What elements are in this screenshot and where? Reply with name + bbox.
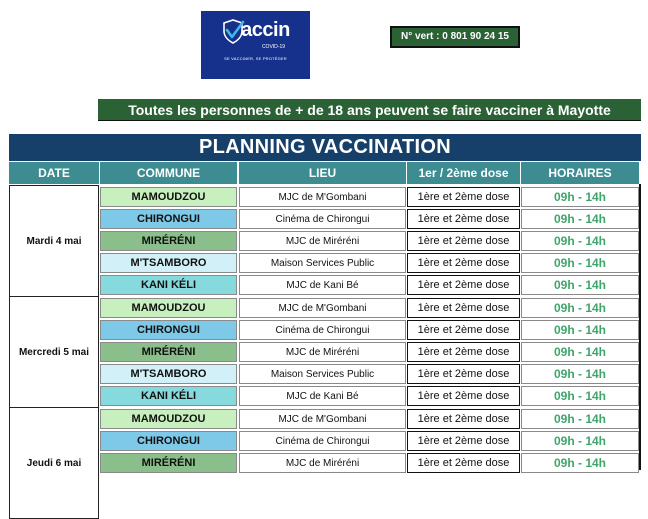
commune-cell: MAMOUDZOU	[100, 298, 237, 318]
horaires-cell: 09h - 14h	[521, 431, 639, 451]
commune-cell: CHIRONGUI	[100, 209, 237, 229]
dose-cell: 1ère et 2ème dose	[407, 364, 520, 384]
logo-tagline: SE VACCINER, SE PROTÉGER	[224, 56, 287, 61]
horaires-cell: 09h - 14h	[521, 187, 639, 207]
logo-subtitle: COVID-19	[261, 44, 285, 50]
horaires-cell: 09h - 14h	[521, 409, 639, 429]
header-horaires: HORAIRES	[521, 162, 639, 184]
horaires-cell: 09h - 14h	[521, 275, 639, 295]
lieu-cell: Maison Services Public	[239, 364, 406, 384]
lieu-cell: MJC de Miréréni	[239, 453, 406, 473]
horaires-cell: 09h - 14h	[521, 453, 639, 473]
dose-cell: 1ère et 2ème dose	[407, 187, 520, 207]
horaires-cell: 09h - 14h	[521, 209, 639, 229]
horaires-cell: 09h - 14h	[521, 364, 639, 384]
lieu-cell: Cinéma de Chirongui	[239, 320, 406, 340]
horaires-cell: 09h - 14h	[521, 253, 639, 273]
commune-cell: MIRÉRÉNI	[100, 231, 237, 251]
commune-cell: CHIRONGUI	[100, 320, 237, 340]
lieu-cell: MJC de Miréréni	[239, 342, 406, 362]
horaires-cell: 09h - 14h	[521, 386, 639, 406]
lieu-cell: Cinéma de Chirongui	[239, 209, 406, 229]
header-date: DATE	[9, 162, 99, 184]
lieu-cell: MJC de M'Gombani	[239, 187, 406, 207]
lieu-cell: MJC de M'Gombani	[239, 298, 406, 318]
dose-cell: 1ère et 2ème dose	[407, 253, 520, 273]
commune-cell: MIRÉRÉNI	[100, 342, 237, 362]
eligibility-banner: Toutes les personnes de + de 18 ans peuvent se faire vacciner à Mayotte	[98, 99, 641, 121]
lieu-cell: MJC de Miréréni	[239, 231, 406, 251]
dose-cell: 1ère et 2ème dose	[407, 209, 520, 229]
hotline-badge: N° vert : 0 801 90 24 15	[390, 26, 520, 48]
commune-cell: M'TSAMBORO	[100, 364, 237, 384]
header-commune: COMMUNE	[100, 162, 237, 184]
horaires-cell: 09h - 14h	[521, 320, 639, 340]
dose-cell: 1ère et 2ème dose	[407, 431, 520, 451]
commune-cell: MAMOUDZOU	[100, 187, 237, 207]
lieu-cell: Maison Services Public	[239, 253, 406, 273]
commune-cell: KANI KÉLI	[100, 275, 237, 295]
commune-cell: MAMOUDZOU	[100, 409, 237, 429]
lieu-cell: MJC de M'Gombani	[239, 409, 406, 429]
vaccin-covid-logo	[201, 11, 310, 79]
dose-cell: 1ère et 2ème dose	[407, 320, 520, 340]
horaires-cell: 09h - 14h	[521, 342, 639, 362]
date-cell: Mercredi 5 mai	[9, 296, 99, 408]
commune-cell: M'TSAMBORO	[100, 253, 237, 273]
horaires-cell: 09h - 14h	[521, 231, 639, 251]
commune-cell: MIRÉRÉNI	[100, 453, 237, 473]
lieu-cell: Cinéma de Chirongui	[239, 431, 406, 451]
date-cell: Mardi 4 mai	[9, 185, 99, 297]
dose-cell: 1ère et 2ème dose	[407, 409, 520, 429]
header-dose: 1er / 2ème dose	[407, 162, 520, 184]
dose-cell: 1ère et 2ème dose	[407, 231, 520, 251]
date-cell: Jeudi 6 mai	[9, 407, 99, 519]
lieu-cell: MJC de Kani Bé	[239, 386, 406, 406]
dose-cell: 1ère et 2ème dose	[407, 453, 520, 473]
dose-cell: 1ère et 2ème dose	[407, 298, 520, 318]
header-lieu: LIEU	[239, 162, 406, 184]
page-title: PLANNING VACCINATION	[9, 134, 641, 161]
dose-cell: 1ère et 2ème dose	[407, 275, 520, 295]
commune-cell: CHIRONGUI	[100, 431, 237, 451]
horaires-cell: 09h - 14h	[521, 298, 639, 318]
commune-cell: KANI KÉLI	[100, 386, 237, 406]
dose-cell: 1ère et 2ème dose	[407, 342, 520, 362]
logo-word: accin	[241, 19, 290, 41]
lieu-cell: MJC de Kani Bé	[239, 275, 406, 295]
table-right-border	[639, 184, 641, 470]
dose-cell: 1ère et 2ème dose	[407, 386, 520, 406]
